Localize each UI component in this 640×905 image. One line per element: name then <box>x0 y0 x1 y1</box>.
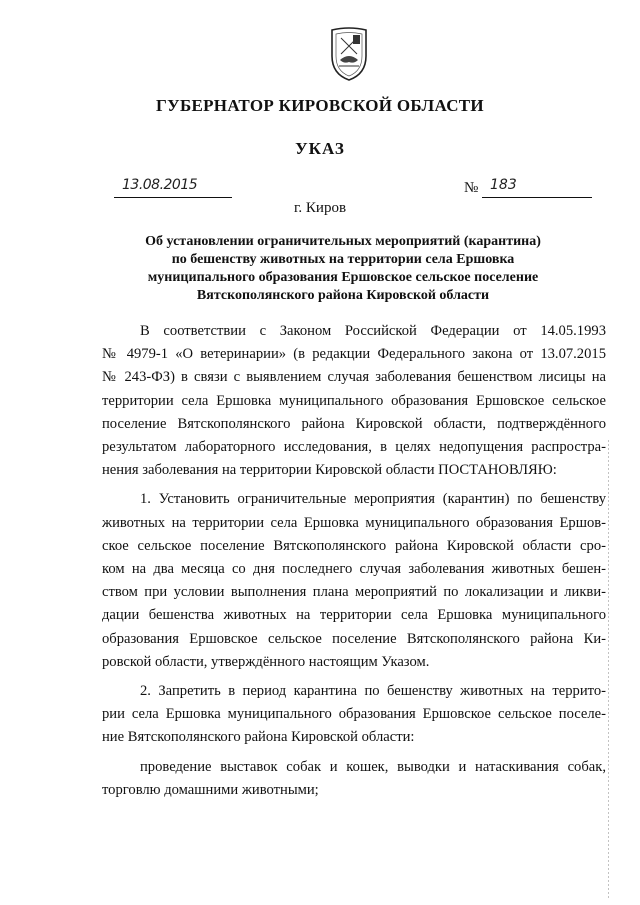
text-line: поселение Вятскополянского района Кировской области, подтверждённого <box>102 415 606 432</box>
document-type: УКАЗ <box>295 139 345 158</box>
text-line: торговлю домашними животными; <box>102 781 319 798</box>
city: г. Киров <box>293 200 347 216</box>
document-date: 13.08.2015 <box>122 177 198 193</box>
issuing-authority: ГУБЕРНАТОР КИРОВСКОЙ ОБЛАСТИ <box>156 96 484 115</box>
text-line: № 243-ФЗ) в связи с выявлением случая заболевания бешенством лисицы на <box>102 369 606 386</box>
text-line: ровской области, утверждённого настоящим Указом. <box>102 653 430 670</box>
text-line: В соответствии с Законом Российской Федерации от 14.05.1993 <box>140 323 606 339</box>
text-line: животных на территории села Ершовка муниципального образования Ершов- <box>102 514 606 531</box>
text-line: нения заболевания на территории Кировской области ПОСТАНОВЛЯЮ: <box>102 462 557 479</box>
text-line: ние Вятскополянского района Кировской области: <box>102 729 415 746</box>
clause-1-paragraph <box>102 488 606 674</box>
document-title <box>118 233 568 305</box>
title-line: Об установлении ограничительных мероприятий (карантина) <box>145 234 541 249</box>
text-line: № 4979-1 «О ветеринарии» (в редакции Федерального закона от 13.07.2015 <box>102 346 606 363</box>
document-number: 183 <box>490 177 517 193</box>
preamble-paragraph <box>102 320 606 482</box>
number-label: № <box>464 180 479 196</box>
text-line: территории села Ершовка муниципального образования Ершовское сельское <box>102 392 606 409</box>
text-line: дации бешенства животных на территории села Ершовка муниципального <box>102 607 606 624</box>
text-line: результатом лабораторного исследования, в целях недопущения распростра- <box>102 439 606 456</box>
text-line: образования Ершовское сельское поселение Вятскополянского района Ки- <box>102 630 606 647</box>
text-line: проведение выставок собак и кошек, выводки и натаскивания собак, <box>140 758 606 775</box>
title-line: Вятскополянского района Кировской области <box>196 288 490 303</box>
scan-margin-dots <box>608 440 610 900</box>
text-line: ком на два месяца со дня последнего случая заболевания животных бешен- <box>102 561 606 578</box>
document-body <box>102 320 606 808</box>
title-line: по бешенству животных на территории села Ершовка <box>171 252 515 267</box>
text-line: 2. Запретить в период карантина по бешенству животных на террито- <box>140 683 606 700</box>
title-line: муниципального образования Ершовское сельское поселение <box>147 270 539 285</box>
text-line: рии села Ершовка муниципального образования Ершовское сельское поселе- <box>102 706 606 723</box>
clause-2-item-paragraph <box>102 756 606 802</box>
clause-2-paragraph <box>102 680 606 750</box>
text-line: ством при условии выполнения плана мероприятий по локализации и ликви- <box>102 584 606 601</box>
kirov-oblast-coat-of-arms-icon <box>327 26 371 82</box>
text-line: ское сельское поселение Вятскополянского района Кировской области сро- <box>102 537 606 554</box>
text-line: 1. Установить ограничительные мероприятия (карантин) по бешенству <box>140 491 606 508</box>
